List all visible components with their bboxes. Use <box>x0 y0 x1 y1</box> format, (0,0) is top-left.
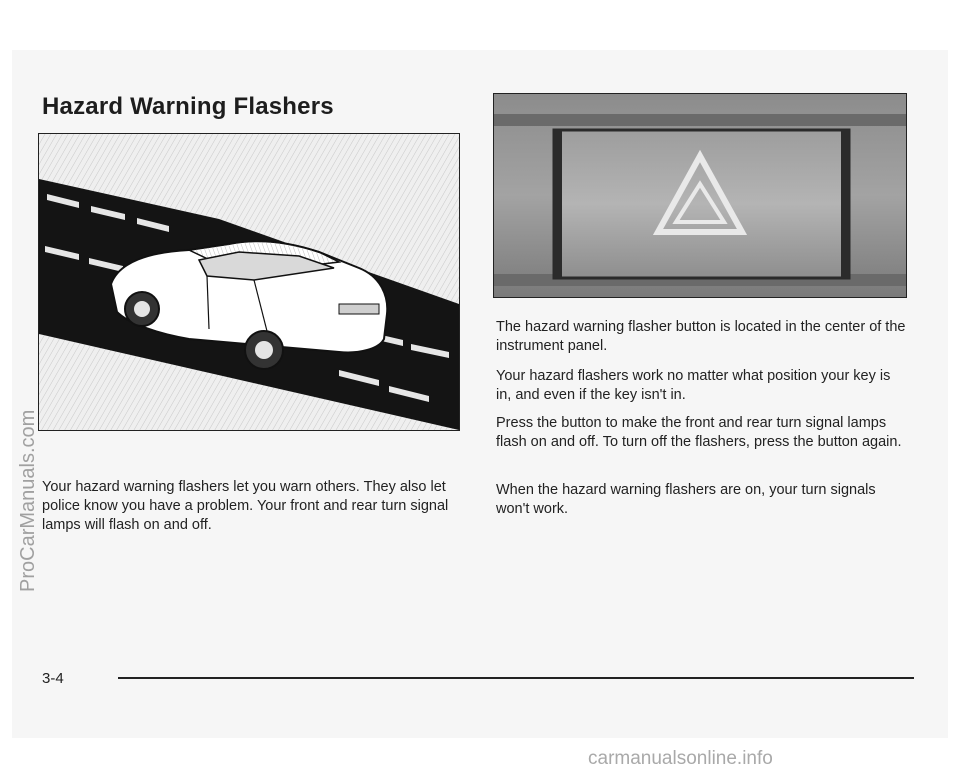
location-paragraph: The hazard warning flasher button is located in the center of the instrument panel. <box>496 319 906 354</box>
hazard-button <box>554 130 849 278</box>
footer-rule <box>118 677 914 679</box>
hazard-button-photo <box>493 93 907 298</box>
page-title: Hazard Warning Flashers <box>42 93 334 120</box>
turn-signal-note-paragraph: When the hazard warning flashers are on, your turn signals won't work. <box>496 482 876 517</box>
page-number: 3-4 <box>42 670 64 687</box>
bottom-watermark[interactable]: carmanualsonline.info <box>588 748 773 769</box>
intro-paragraph: Your hazard warning flashers let you warn others. They also let police know you have a problem. Your front and rear turn signal lamps will flash on and off. <box>42 479 449 533</box>
key-position-paragraph: Your hazard flashers work no matter what position your key is in, and even if the key isn't in. <box>496 368 891 403</box>
car-illustration-svg <box>39 134 459 430</box>
side-watermark <box>4 300 44 600</box>
operation-paragraph: Press the button to make the front and rear turn signal lamps flash on and off. To turn off the flashers, press the button again. <box>496 415 902 450</box>
side-watermark-text: ProCarManuals.com <box>17 409 39 592</box>
car-on-road-illustration <box>38 133 460 431</box>
hazard-button-svg <box>494 94 906 297</box>
